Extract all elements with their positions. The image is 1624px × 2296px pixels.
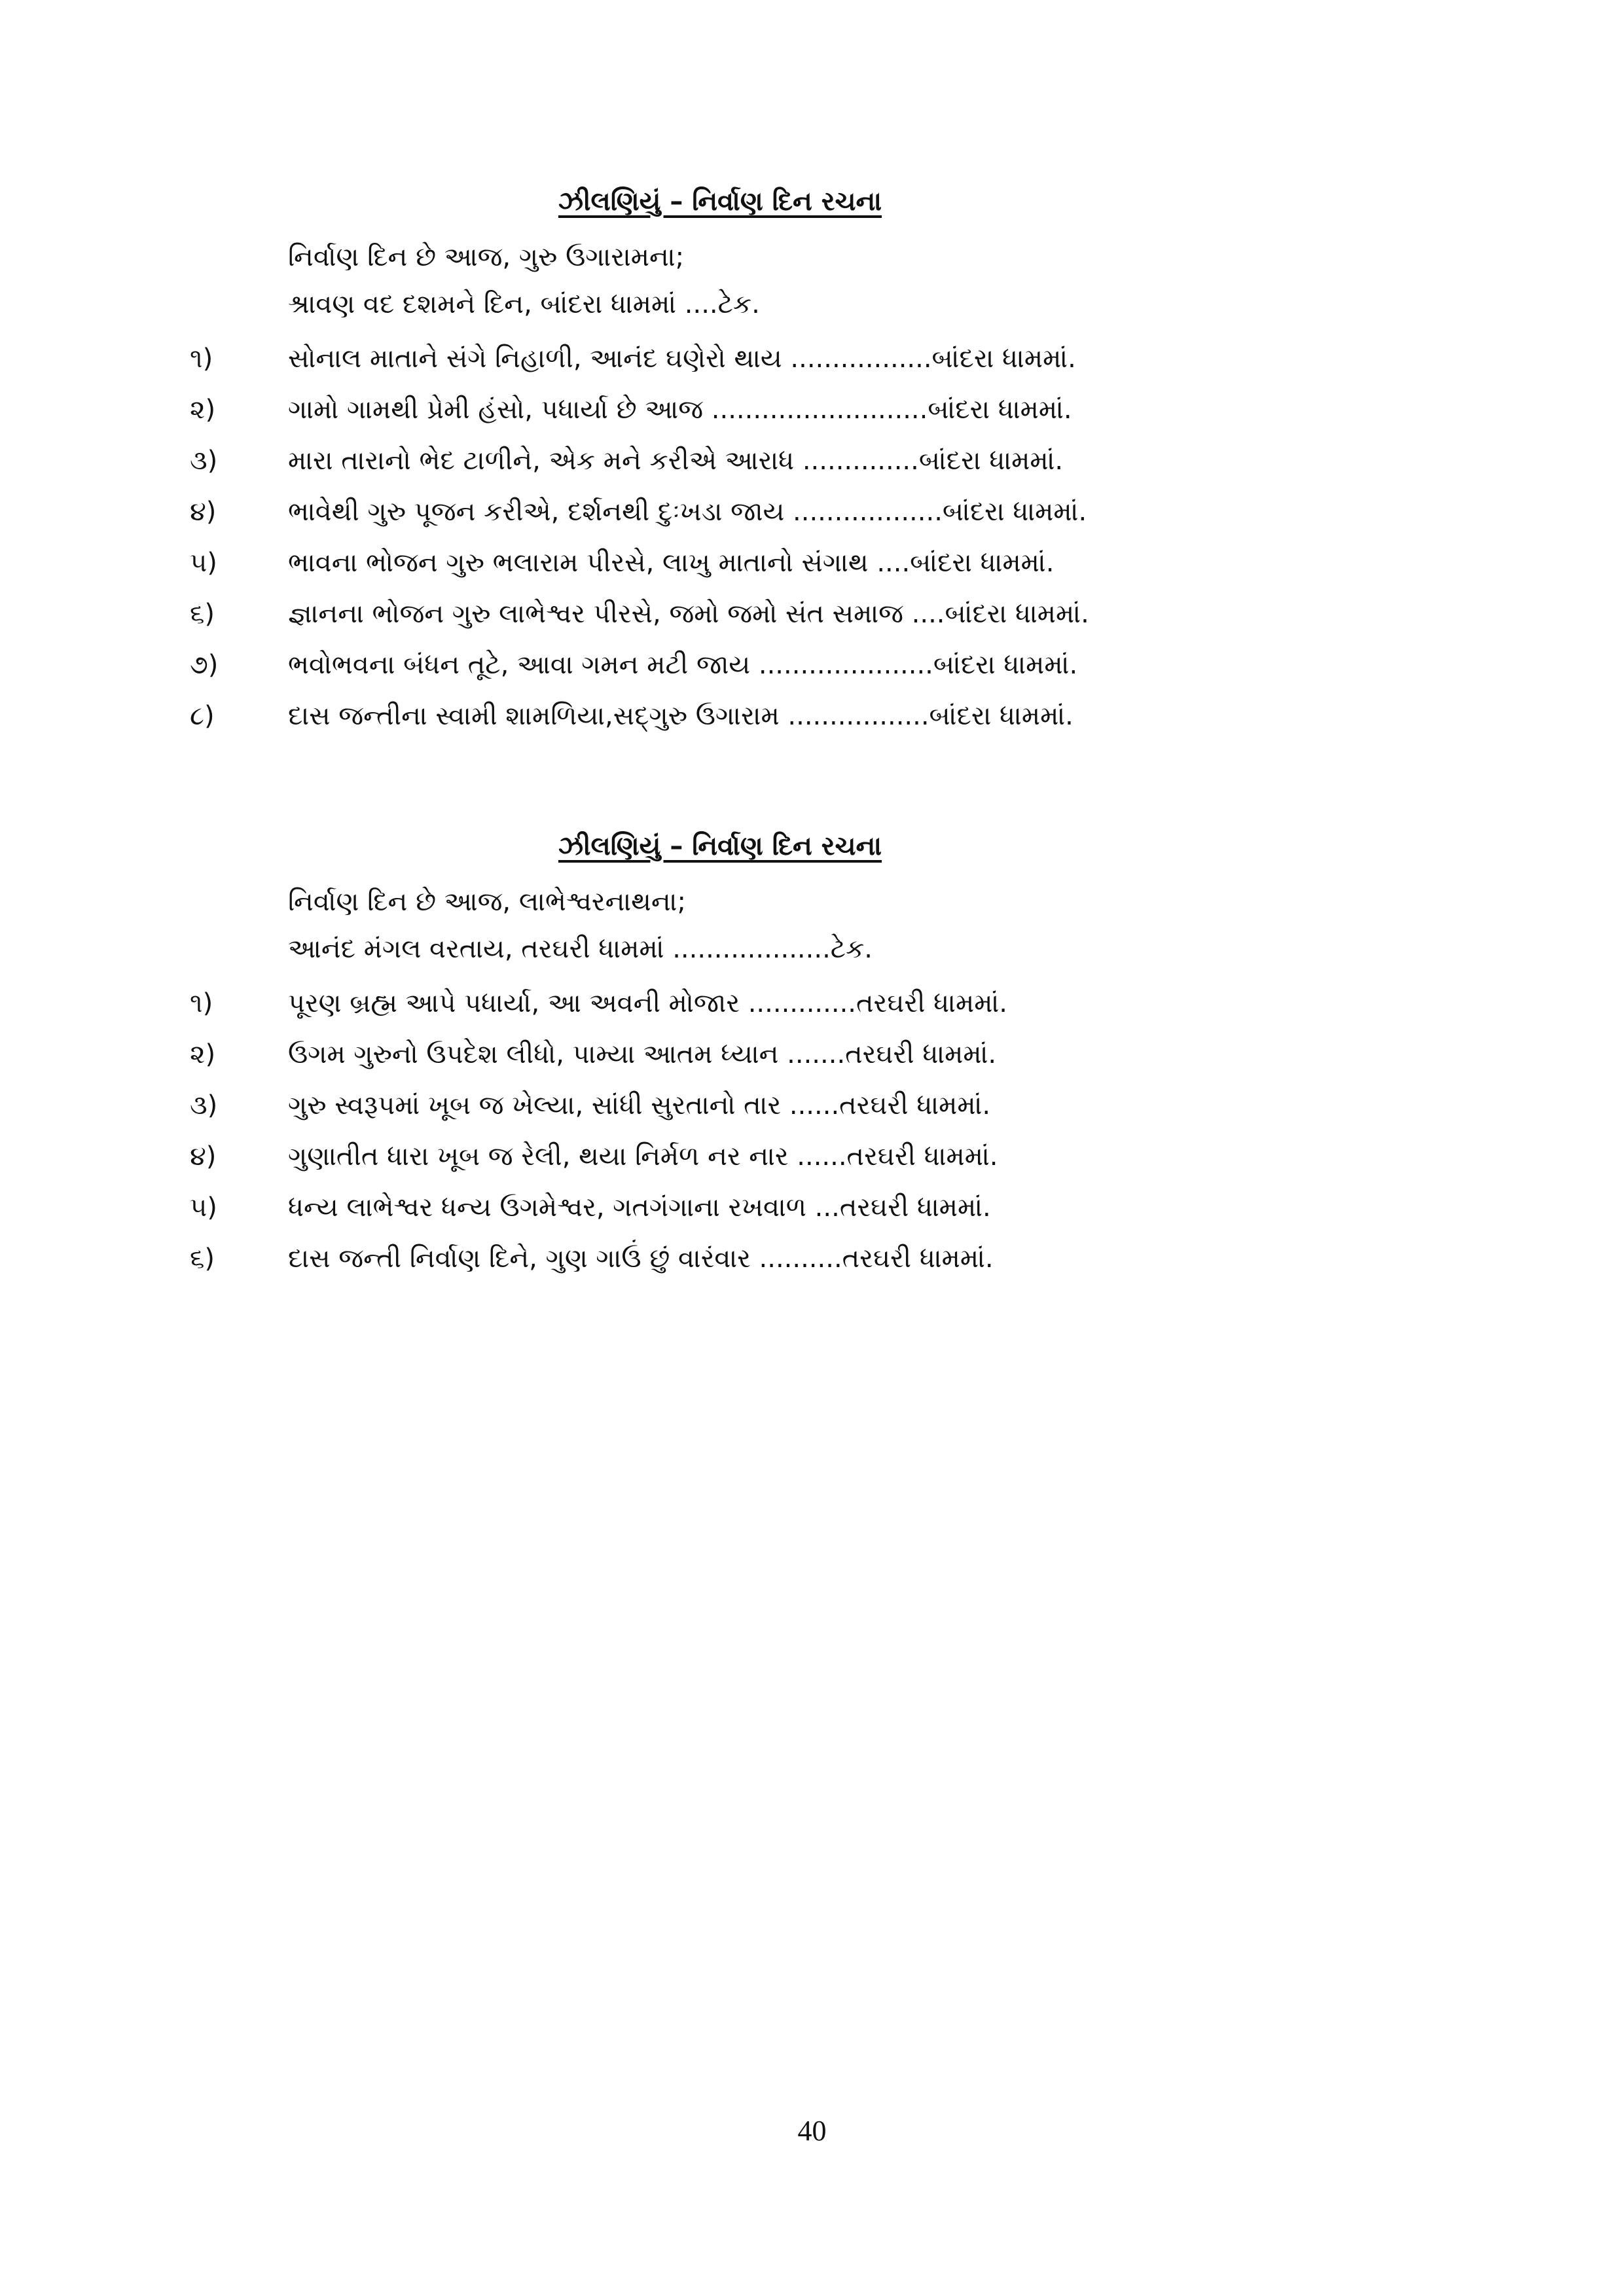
verse-text: ગુરુ સ્વરૂપમાં ખૂબ જ ખેલ્યા, સાંધી સુરતાનો તાર ......તરઘરી ધામમાં.	[288, 1090, 991, 1121]
verse-number: ૪)	[190, 1141, 217, 1172]
verse-text: ધન્ય લાભેશ્વર ધન્ય ઉગમેશ્વર, ગતગંગાના રખવાળ ...તરઘરી ધામમાં.	[288, 1193, 991, 1223]
verse-line	[190, 435, 1172, 486]
verse-number: ૩)	[190, 1090, 218, 1121]
refrain-line: શ્રાવણ વદ દશમને દિન, બાંદરા ધામમાં ....ટેક.	[288, 289, 760, 319]
verse-line	[190, 1233, 1172, 1284]
verse-number: ૫)	[190, 1193, 217, 1223]
refrain	[288, 234, 1172, 328]
verse-line	[190, 1131, 1172, 1182]
verse-line	[190, 1080, 1172, 1131]
verse-number: ૧)	[190, 988, 213, 1018]
verse-text: ગુણાતીત ધારા ખૂબ જ રેલી, થયા નિર્મળ નર નાર ......તરઘરી ધામમાં.	[288, 1141, 998, 1172]
refrain-line: આનંદ મંગલ વરતાય, તરઘરી ધામમાં ...................ટેક.	[288, 934, 873, 964]
verse-list	[190, 333, 1172, 742]
verse-number: ૮)	[190, 701, 215, 731]
verse-line	[190, 691, 1172, 742]
verse-number: ૨)	[190, 395, 216, 425]
verse-list	[190, 978, 1172, 1284]
verse-text: દાસ જન્તીના સ્વામી શામળિયા,સદ્‌ગુરુ ઉગારામ .................બાંદરા ધામમાં.	[288, 701, 1074, 731]
verse-text: દાસ જન્તી નિર્વાણ દિને, ગુણ ગાઉં છું વારંવાર ..........તરઘરી ધામમાં.	[288, 1244, 994, 1274]
verse-number: ૭)	[190, 650, 219, 680]
refrain	[288, 878, 1172, 973]
verse-line	[190, 384, 1172, 435]
verse-text: ભાવેથી ગુરુ પૂજન કરીએ, દર્શનથી દુઃખડા જાય ..................બાંદરા ધામમાં.	[288, 497, 1087, 527]
song-section-1	[190, 187, 1172, 742]
verse-text: મારા તારાનો ભેદ ટાળીને, એક મને કરીએ આરાધ ..............બાંદરા ધામમાં.	[288, 446, 1064, 476]
verse-text: ઉગમ ગુરુનો ઉપદેશ લીધો, પામ્યા આતમ ધ્યાન .......તરઘરી ધામમાં.	[288, 1039, 997, 1069]
verse-line	[190, 588, 1172, 639]
section-title: ઝીલણિયું – નિર્વાણ દિન રચના	[558, 831, 882, 861]
verse-number: ૬)	[190, 599, 215, 629]
page-number: 40	[797, 2115, 827, 2147]
verse-number: ૨)	[190, 1039, 216, 1069]
verse-text: ભવોભવના બંધન તૂટે, આવા ગમન મટી જાય .....................બાંદરા ધામમાં.	[288, 650, 1078, 680]
refrain-line: નિર્વાણ દિન છે આજ, લાભેશ્વરનાથના;	[288, 887, 686, 917]
verse-line	[190, 1182, 1172, 1233]
verse-text: જ્ઞાનના ભોજન ગુરુ લાભેશ્વર પીરસે, જમો જમો સંત સમાજ ....બાંદરા ધામમાં.	[288, 599, 1089, 629]
verse-text: સોનાલ માતાને સંગે નિહાળી, આનંદ ઘણેરો થાય .................બાંદરા ધામમાં.	[288, 344, 1076, 374]
verse-line	[190, 537, 1172, 588]
verse-text: ગામો ગામથી પ્રેમી હંસો, પધાર્યા છે આજ ..........................બાંદરા ધામમાં.	[288, 395, 1072, 425]
verse-number: ૧)	[190, 344, 213, 374]
verse-number: ૩)	[190, 446, 218, 476]
song-section-2	[190, 831, 1172, 1284]
verse-text: પૂરણ બ્રહ્મ આપે પધાર્યા, આ અવની મોજાર .............તરઘરી ધામમાં.	[288, 988, 1007, 1018]
verse-number: ૫)	[190, 548, 217, 578]
verse-text: ભાવના ભોજન ગુરુ ભલારામ પીરસે, લાખુ માતાનો સંગાથ ....બાંદરા ધામમાં.	[288, 548, 1055, 578]
verse-line	[190, 333, 1172, 384]
verse-line	[190, 1029, 1172, 1080]
refrain-line: નિર્વાણ દિન છે આજ, ગુરુ ઉગારામના;	[288, 242, 685, 272]
section-title: ઝીલણિયું – નિર્વાણ દિન રચના	[558, 187, 882, 217]
verse-line	[190, 978, 1172, 1029]
verse-line	[190, 639, 1172, 691]
verse-number: ૪)	[190, 497, 217, 527]
verse-number: ૬)	[190, 1244, 215, 1274]
verse-line	[190, 486, 1172, 537]
